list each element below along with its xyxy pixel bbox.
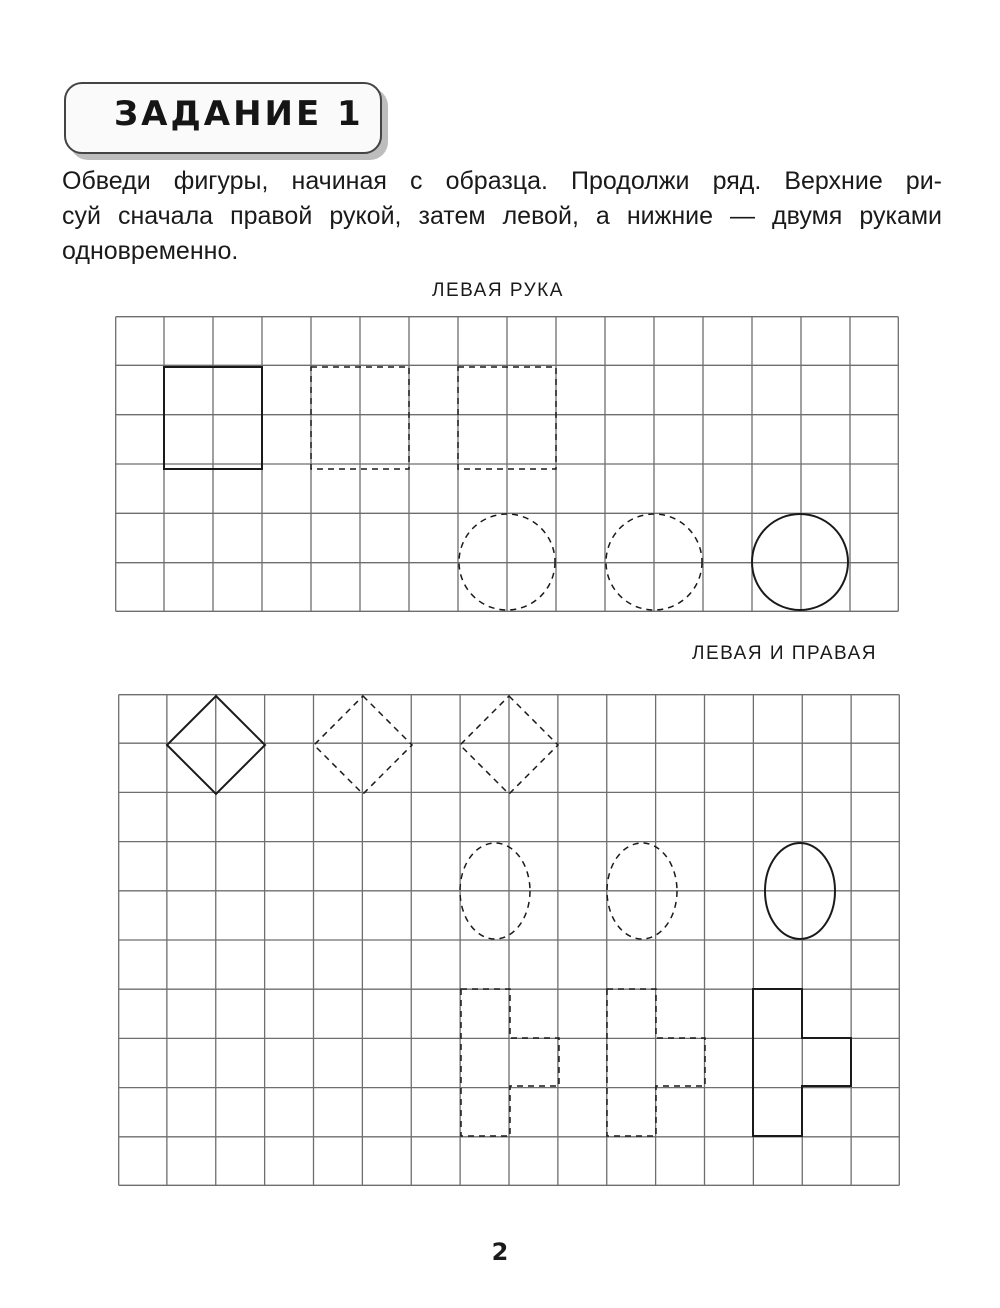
sample-circle: [752, 514, 848, 610]
task-title: ЗАДАНИЕ 1: [114, 94, 364, 134]
grid-left-hand: [115, 316, 899, 616]
trace-t-shape-1: [461, 989, 559, 1136]
grid-both-hands: [118, 694, 900, 1188]
grid-lines-1: [116, 317, 899, 612]
section-label-left-hand: ЛЕВАЯ РУКА: [432, 280, 564, 301]
task-instructions: [62, 164, 942, 269]
page-number: 2: [491, 1238, 509, 1266]
instruction-line-2: суй сначала правой рукой, затем левой, а нижние — двумя руками: [62, 202, 942, 230]
section-label-both-hands: ЛЕВАЯ И ПРАВАЯ: [692, 643, 877, 664]
instruction-line-1: Обведи фигуры, начиная с образца. Продолжи ряд. Верхние ри-: [62, 167, 942, 195]
grid-lines-2: [119, 695, 900, 1186]
instruction-line-3: одновременно.: [62, 237, 239, 265]
